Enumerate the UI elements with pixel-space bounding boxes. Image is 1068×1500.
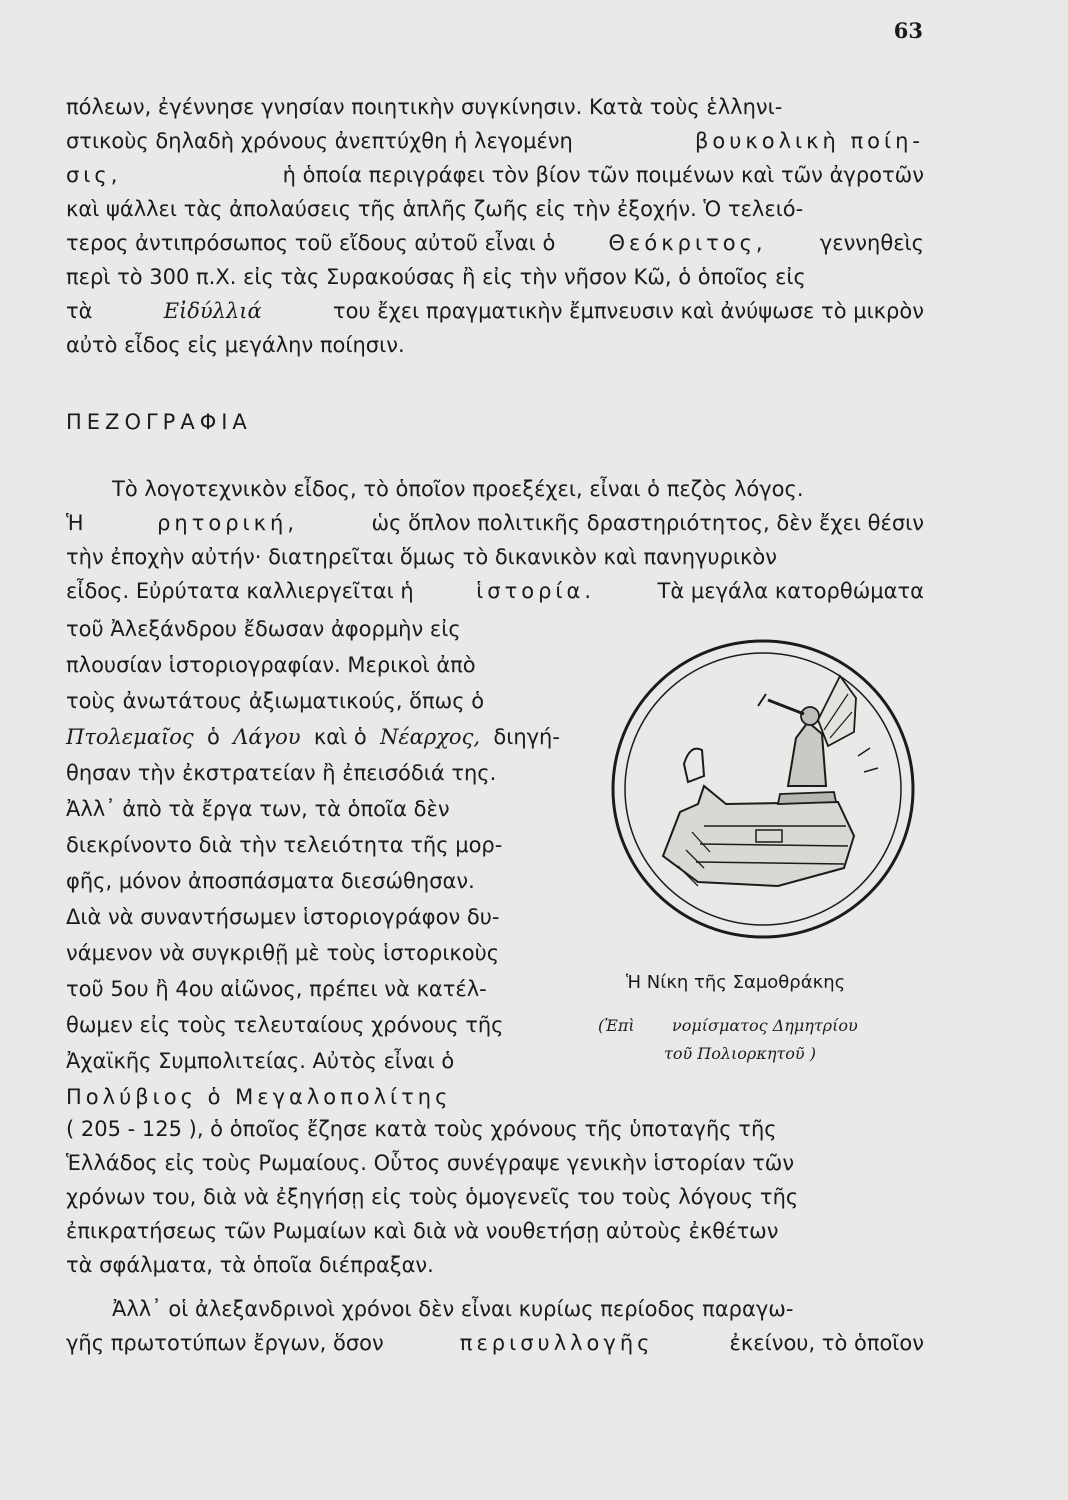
text-line: θωμεν εἰς τοὺς τελευταίους χρόνους τῆς (66, 1013, 504, 1037)
figure-caption-line3: τοῦ Πολιορκητοῦ ) (664, 1044, 816, 1063)
section-heading: ΠΕΖΟΓΡΑΦΙΑ (66, 410, 252, 434)
text-line: σις, ἡ ὁποία περιγράφει τὸν βίον τῶν ποιμένων καὶ τῶν ἀγροτῶν (66, 163, 924, 187)
text-line: περὶ τὸ 300 π.Χ. εἰς τὰς Συρακούσας ἢ εἰς τὴν νῆσον Κῶ, ὁ ὁποῖος εἰς (66, 265, 806, 289)
text-line: αὐτὸ εἶδος εἰς μεγάλην ποίησιν. (66, 333, 405, 357)
text-line: Ἀλλ᾽ ἀπὸ τὰ ἔργα των, τὰ ὁποῖα δὲν (66, 797, 450, 821)
text-line: καὶ ψάλλει τὰς ἀπολαύσεις τῆς ἁπλῆς ζωῆς εἰς τὴν ἐξοχήν. Ὁ τελειό- (66, 197, 804, 221)
figure-caption-title: Ἡ Νίκη τῆς Σαμοθράκης (626, 972, 846, 993)
text-line: νάμενον νὰ συγκριθῇ μὲ τοὺς ἱστορικοὺς (66, 941, 500, 965)
text-line: Πολύβιος ὁ Μεγαλοπολίτης (66, 1085, 452, 1109)
text-line: εἶδος. Εὐρύτατα καλλιεργεῖται ἡ ἱστορία. Τὰ μεγάλα κατορθώματα (66, 579, 924, 603)
page-number: 63 (893, 18, 923, 43)
text-line: χρόνων του, διὰ νὰ ἐξηγήσῃ εἰς τοὺς ὁμογενεῖς του τοὺς λόγους τῆς (66, 1185, 799, 1209)
text-line: Ἑλλάδος εἰς τοὺς Ρωμαίους. Οὗτος συνέγραψε γενικὴν ἱστορίαν τῶν (66, 1151, 795, 1175)
figure-caption-line2a: (Ἐπὶ (598, 1016, 635, 1035)
text-line: τοῦ 5ου ἢ 4ου αἰῶνος, πρέπει νὰ κατέλ- (66, 977, 487, 1001)
text-line: τὴν ἐποχὴν αὐτήν· διατηρεῖται ὅμως τὸ δικανικὸν καὶ πανηγυρικὸν (66, 545, 777, 569)
text-line: Ἀχαϊκῆς Συμπολιτείας. Αὐτὸς εἶναι ὁ (66, 1049, 455, 1073)
text-line: ( 205 - 125 ), ὁ ὁποῖος ἔζησε κατὰ τοὺς χρόνους τῆς ὑποταγῆς τῆς (66, 1117, 777, 1141)
text-line: τερος ἀντιπρόσωπος τοῦ εἴδους αὐτοῦ εἶναι ὁ Θεόκριτος, γεννηθεὶς (66, 231, 924, 255)
text-line: φῆς, μόνον ἀποσπάσματα διεσώθησαν. (66, 869, 475, 893)
text-line: Τὸ λογοτεχνικὸν εἶδος, τὸ ὁποῖον προεξέχει, εἶναι ὁ πεζὸς λόγος. (112, 477, 804, 501)
text-line: πλουσίαν ἱστοριογραφίαν. Μερικοὶ ἀπὸ (66, 653, 476, 677)
text-line: γῆς πρωτοτύπων ἔργων, ὅσον περισυλλογῆς ἐκείνου, τὸ ὁποῖον (66, 1331, 924, 1355)
text-line: Διὰ νὰ συναντήσωμεν ἱστοριογράφον δυ- (66, 905, 500, 929)
text-line: τὰ σφάλματα, τὰ ὁποῖα διέπραξαν. (66, 1253, 434, 1277)
text-line: στικοὺς δηλαδὴ χρόνους ἀνεπτύχθη ἡ λεγομένη βουκολικὴ ποίη- (66, 129, 924, 153)
text-line: τοῦ Ἀλεξάνδρου ἔδωσαν ἀφορμὴν εἰς (66, 617, 461, 641)
text-line: θησαν τὴν ἐκστρατείαν ἢ ἐπεισόδιά της. (66, 761, 497, 785)
text-line: πόλεων, ἐγέννησε γνησίαν ποιητικὴν συγκίνησιν. Κατὰ τοὺς ἑλληνι- (66, 95, 783, 119)
text-line: τὰ Εἰδύλλιά του ἔχει πραγματικὴν ἔμπνευσιν καὶ ἀνύψωσε τὸ μικρὸν (66, 299, 924, 323)
text-line: διεκρίνοντο διὰ τὴν τελειότητα τῆς μορ- (66, 833, 503, 857)
text-line: Πτολεμαῖος ὁ Λάγου καὶ ὁ Νέαρχος, διηγή- (66, 725, 560, 749)
text-line: τοὺς ἀνωτάτους ἀξιωματικούς, ὅπως ὁ (66, 689, 485, 713)
coin-illustration (608, 636, 918, 942)
text-line: Ἡ ρητορική, ὡς ὅπλον πολιτικῆς δραστηριότητος, δὲν ἔχει θέσιν (66, 511, 924, 535)
text-line: ἐπικρατήσεως τῶν Ρωμαίων καὶ διὰ νὰ νουθετήσῃ αὐτοὺς ἐκθέτων (66, 1219, 779, 1243)
figure-caption-line2b: νομίσματος Δημητρίου (672, 1016, 858, 1035)
text-line: Ἀλλ᾽ οἱ ἀλεξανδρινοὶ χρόνοι δὲν εἶναι κυρίως περίοδος παραγω- (112, 1297, 794, 1321)
